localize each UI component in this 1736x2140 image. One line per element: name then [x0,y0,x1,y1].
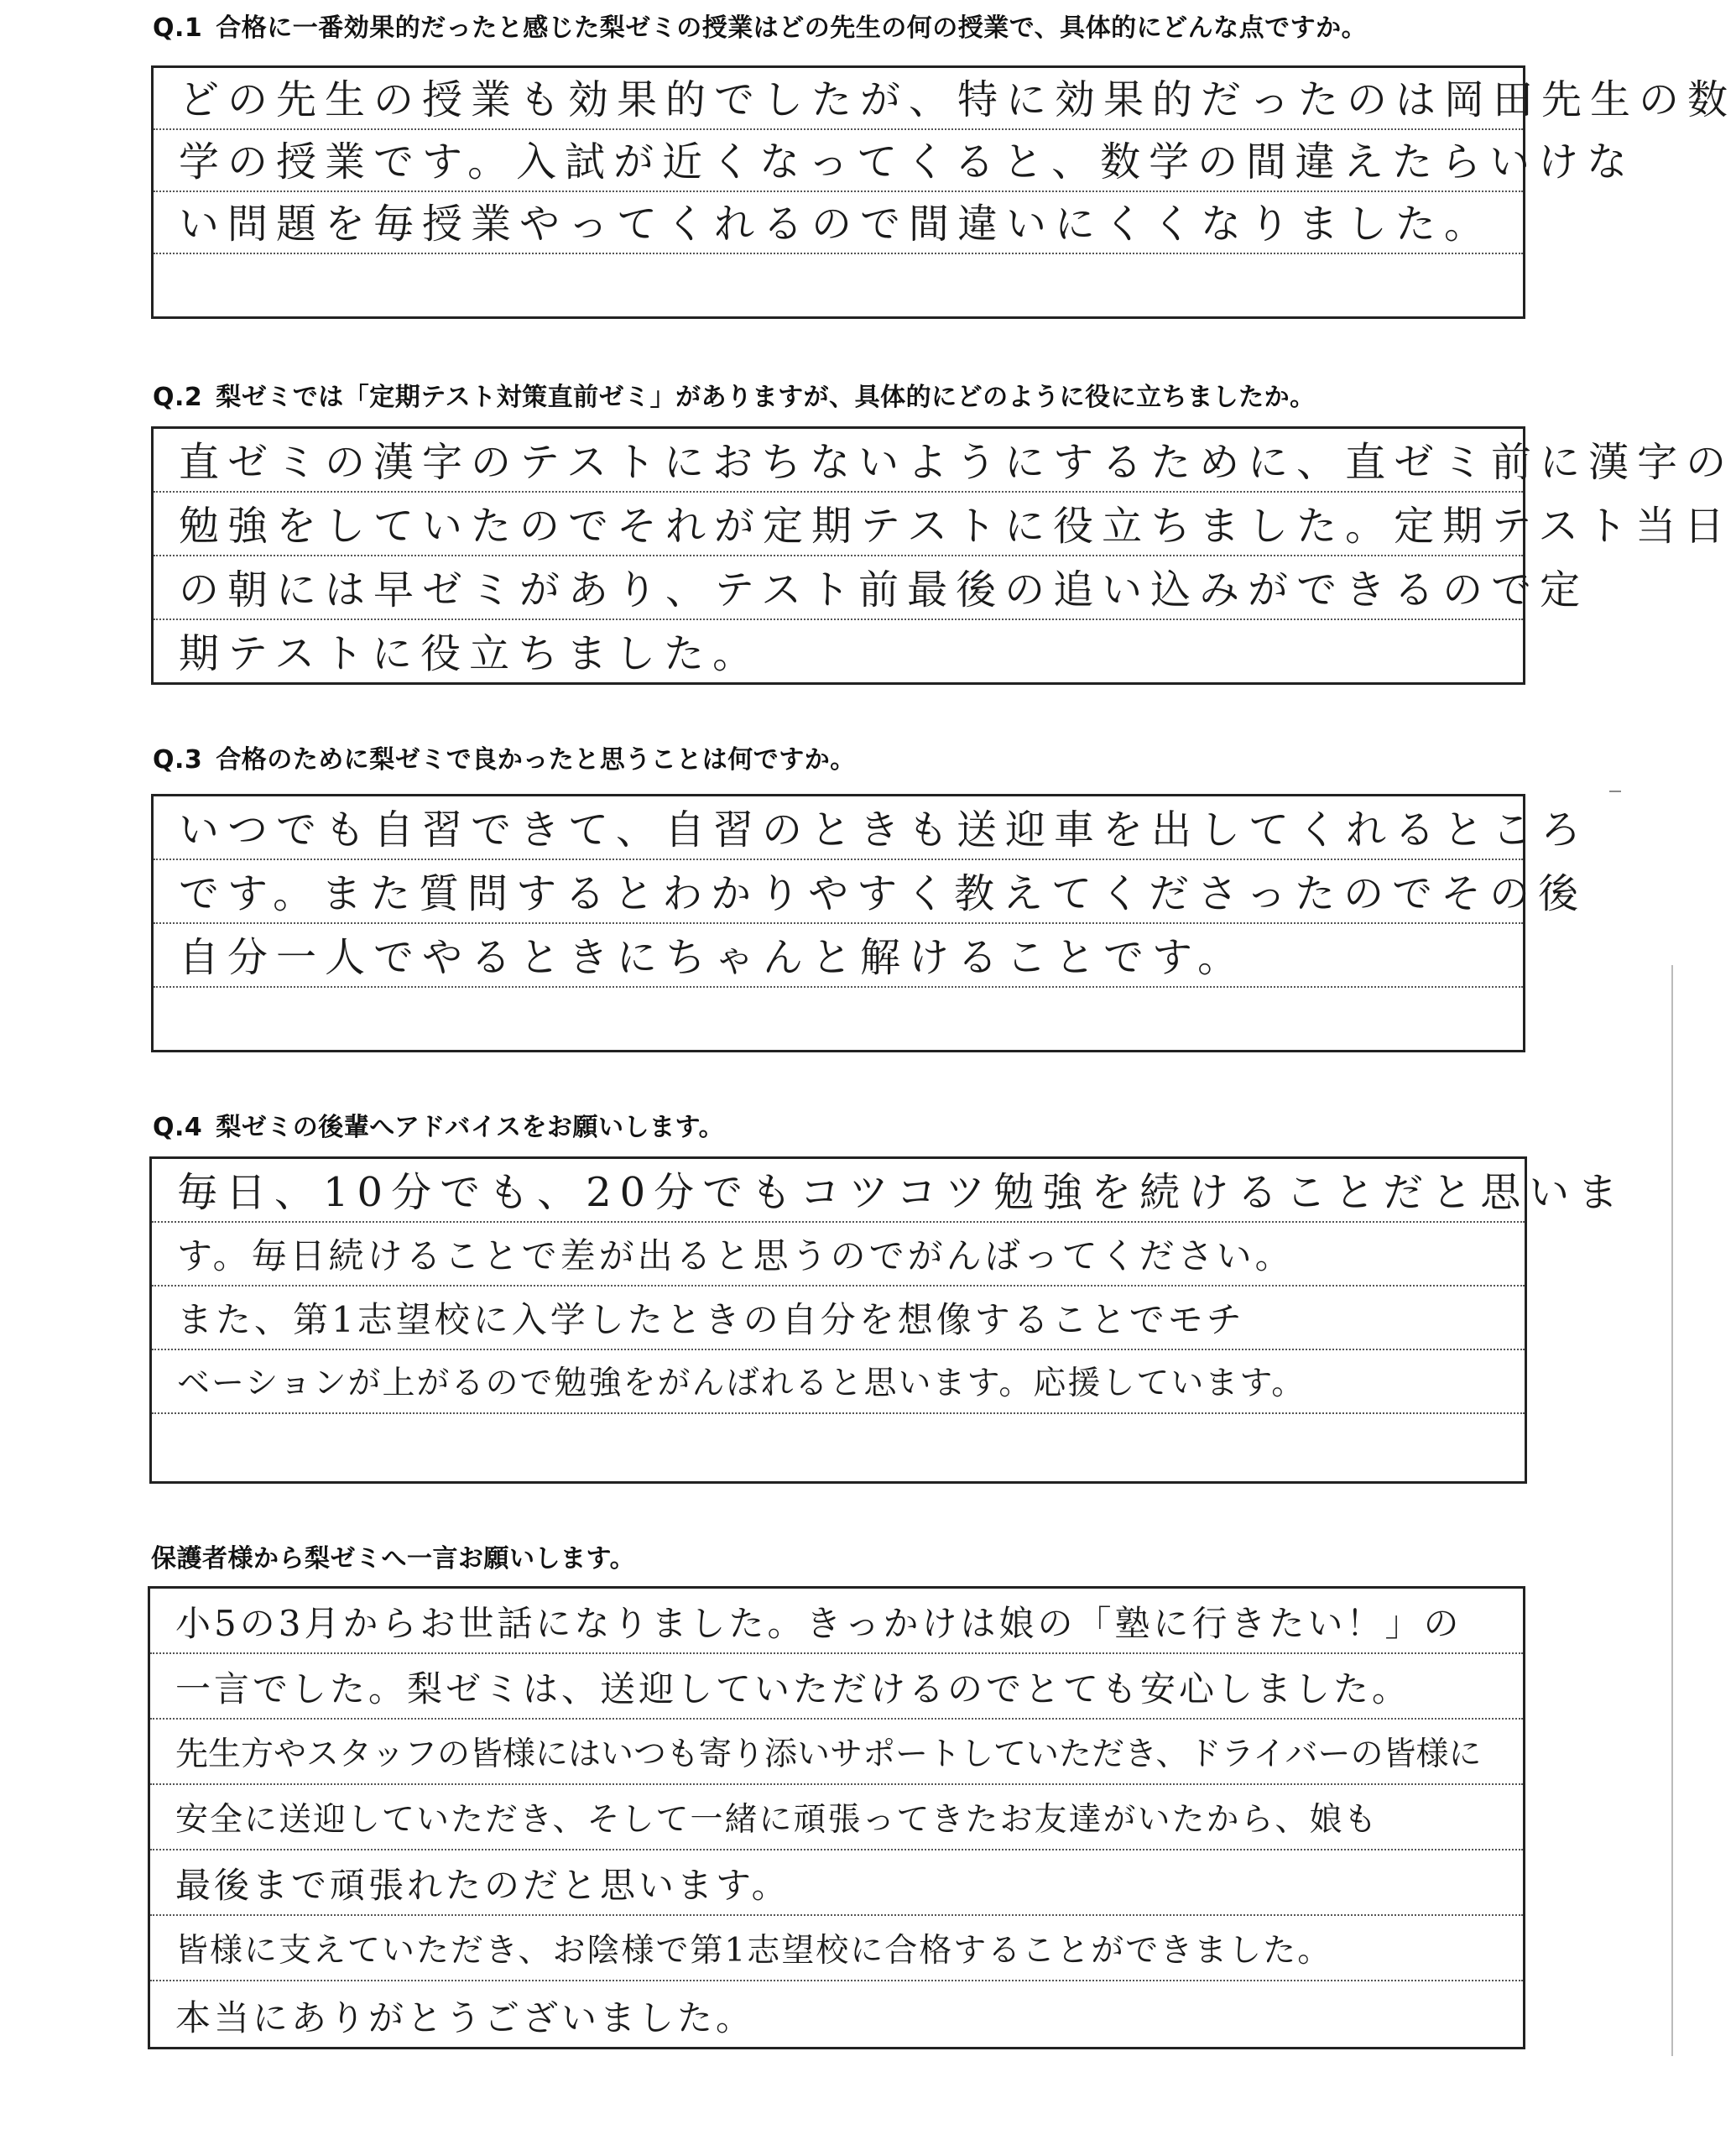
answer-line [150,1850,1523,1916]
question-1-prompt: 合格に一番効果的だったと感じた梨ゼミの授業はどの先生の何の授業で、具体的にどんな点ですか。 [216,13,1368,43]
answer-text: 勉強をしていたのでそれが定期テストに役立ちました。定期テスト当日 [179,503,1733,550]
answer-box-q2[interactable] [151,426,1735,685]
answer-line [152,1350,1525,1414]
answer-line [154,924,1523,988]
answer-line [154,860,1587,924]
answer-line [152,1414,1525,1481]
scan-artifact-edge [1671,965,1673,2056]
answer-text: 一言でした。梨ゼミは、送迎していただけるのでとても安心しました。 [175,1668,1411,1709]
parent-message-heading [151,1544,635,1574]
question-1-number: Q.1 [153,13,203,43]
answer-text: 先生方やスタッフの皆様にはいつも寄り添いサポートしていただき、ドライバーの皆様に [175,1735,1482,1773]
answer-box-parent[interactable] [148,1586,1525,2049]
answer-text: い問題を毎授業やってくれるので間違いにくくなりました。 [179,201,1494,248]
question-1-heading [153,13,1367,44]
answer-text: 直ゼミの漢字のテストにおちないようにするために、直ゼミ前に漢字の [179,439,1735,486]
answer-text: 本当にありがとうございました。 [175,1997,755,2038]
answer-line [154,429,1735,493]
question-2-heading [153,383,1316,413]
answer-line [154,254,1523,316]
answer-line [150,1981,1523,2047]
answer-line [154,192,1523,254]
answer-line [150,1654,1523,1720]
answer-text: す。毎日続けることで差が出ると思うのでがんばってください。 [177,1235,1294,1276]
question-2-prompt: 梨ゼミでは「定期テスト対策直前ゼミ」がありますが、具体的にどのように役に立ちましたか。 [216,383,1316,412]
answer-text: どの先生の授業も効果的でしたが、特に効果的だったのは岡田先生の数 [179,76,1736,123]
answer-line [154,796,1590,860]
answer-text: 毎日、10分でも、20分でもコツコツ勉強を続けることだと思いま [177,1169,1627,1216]
answer-text: ベーションが上がるので勉強をがんばれると思います。応援しています。 [177,1365,1306,1402]
answer-line [154,493,1733,556]
answer-text: の朝には早ゼミがあり、テスト前最後の追い込みができるので定 [179,566,1589,613]
answer-text: 自分一人でやるときにちゃんと解けることです。 [179,934,1247,981]
answer-text: また、第1志望校に入学したときの自分を想像することでモチ [177,1299,1245,1340]
question-4-prompt: 梨ゼミの後輩へアドバイスをお願いします。 [216,1113,725,1142]
question-4-heading [153,1113,724,1143]
question-4-number: Q.4 [153,1113,203,1142]
answer-box-q4[interactable] [149,1156,1627,1484]
answer-line [154,556,1589,620]
parent-message-prompt: 保護者様から梨ゼミへ一言お願いします。 [151,1544,636,1574]
answer-text: 小5の3月からお世話になりました。きっかけは娘の「塾に行きたい！」の [175,1603,1462,1644]
answer-text: いつでも自習できて、自習のときも送迎車を出してくれるところ [179,806,1590,853]
scan-artifact-mark [1609,791,1621,792]
answer-line [152,1287,1525,1350]
question-3-number: Q.3 [153,745,203,775]
question-3-prompt: 合格のために梨ゼミで良かったと思うことは何ですか。 [216,745,856,775]
answer-line [150,1589,1523,1654]
question-3-heading [153,745,856,775]
answer-text: 期テストに役立ちました。 [179,630,762,677]
answer-line [152,1223,1525,1287]
answer-text: 学の授業です。入試が近くなってくると、数学の間違えたらいけな [179,138,1636,185]
answer-line [150,1916,1523,1981]
question-2-number: Q.2 [153,383,203,412]
answer-line [150,1720,1523,1785]
answer-text: 安全に送迎していただき、そして一緒に頑張ってきたお友達がいたから、娘も [175,1801,1379,1839]
answer-box-q3[interactable] [151,794,1590,1052]
answer-line [154,988,1523,1050]
answer-line [154,620,1523,682]
answer-text: 皆様に支えていただき、お陰様で第1志望校に合格することができました。 [175,1932,1332,1970]
answer-line [154,68,1736,130]
answer-line [150,1785,1523,1850]
answer-line [152,1159,1627,1223]
answer-line [154,130,1636,192]
answer-text: です。また質問するとわかりやすく教えてくださったのでその後 [179,870,1587,917]
answer-box-q1[interactable] [151,65,1736,319]
answer-text: 最後まで頑張れたのだと思います。 [175,1865,790,1906]
